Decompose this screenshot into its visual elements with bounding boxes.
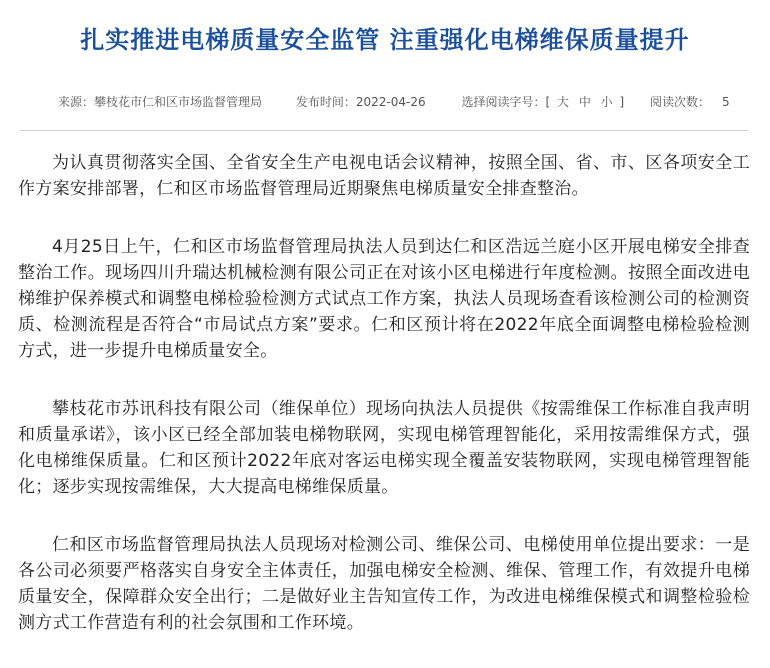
header-divider bbox=[20, 130, 748, 131]
article-title: 扎实推进电梯质量安全监管 注重强化电梯维保质量提升 bbox=[80, 26, 690, 54]
article-meta bbox=[58, 93, 730, 110]
font-size-large-button[interactable]: 大 bbox=[556, 95, 569, 109]
paragraph-3: 攀枝花市苏讯科技有限公司（维保单位）现场向执法人员提供《按需维保工作标准自我声明和质量承诺》，该小区已经全部加装电梯物联网，实现电梯管理智能化，采用按需维保方式，强化电梯维保质量。仁和区预计2022年底对客运电梯实现全覆盖安装物联网，实现电梯管理智能化；逐步实现按需维保，大大提高电梯维保质量。 bbox=[18, 399, 750, 497]
font-size-medium-button[interactable]: 中 bbox=[578, 95, 591, 109]
font-size-small-button[interactable]: 小 bbox=[600, 95, 613, 109]
source-value: 攀枝花市仁和区市场监督管理局 bbox=[94, 95, 263, 109]
views-label: 阅读次数： bbox=[650, 95, 711, 109]
source-label: 来源： bbox=[58, 95, 95, 109]
paragraph-4: 仁和区市场监督管理局执法人员现场对检测公司、维保公司、电梯使用单位提出要求：一是各公司必须要严格落实自身安全主体责任，加强电梯安全检测、维保、管理工作，有效提升电梯质量安全，保障群众安全出行；二是做好业主告知宣传工作，为改进电梯维保模式和调整检验检测方式工作营造有利的社会氛围和工作环境。 bbox=[18, 535, 750, 633]
paragraph-1: 为认真贯彻落实全国、全省安全生产电视电话会议精神，按照全国、省、市、区各项安全工作方案安排部署，仁和区市场监督管理局近期聚焦电梯质量安全排查整治。 bbox=[18, 153, 750, 199]
fontsize-label: 选择阅读字号： bbox=[461, 95, 546, 109]
publish-label: 发布时间： bbox=[295, 95, 356, 109]
article-body bbox=[18, 150, 750, 668]
fontsize-bracket-open: [ bbox=[545, 95, 551, 109]
fontsize-bracket-close: ] bbox=[619, 95, 625, 109]
views-count: 5 bbox=[722, 95, 730, 109]
paragraph-2: 4月25日上午，仁和区市场监督管理局执法人员到达仁和区浩远兰庭小区开展电梯安全排查整治工作。现场四川升瑞达机械检测有限公司正在对该小区电梯进行年度检测。按照全面改进电梯维护保养模式和调整电梯检验检测方式试点工作方案，执法人员现场查看该检测公司的检测资质、检测流程是否符合“市局试点方案”要求。仁和区预计将在2022年底全面调整电梯检验检测方式，进一步提升电梯质量安全。 bbox=[18, 237, 750, 361]
publish-date: 2022-04-26 bbox=[355, 95, 426, 109]
